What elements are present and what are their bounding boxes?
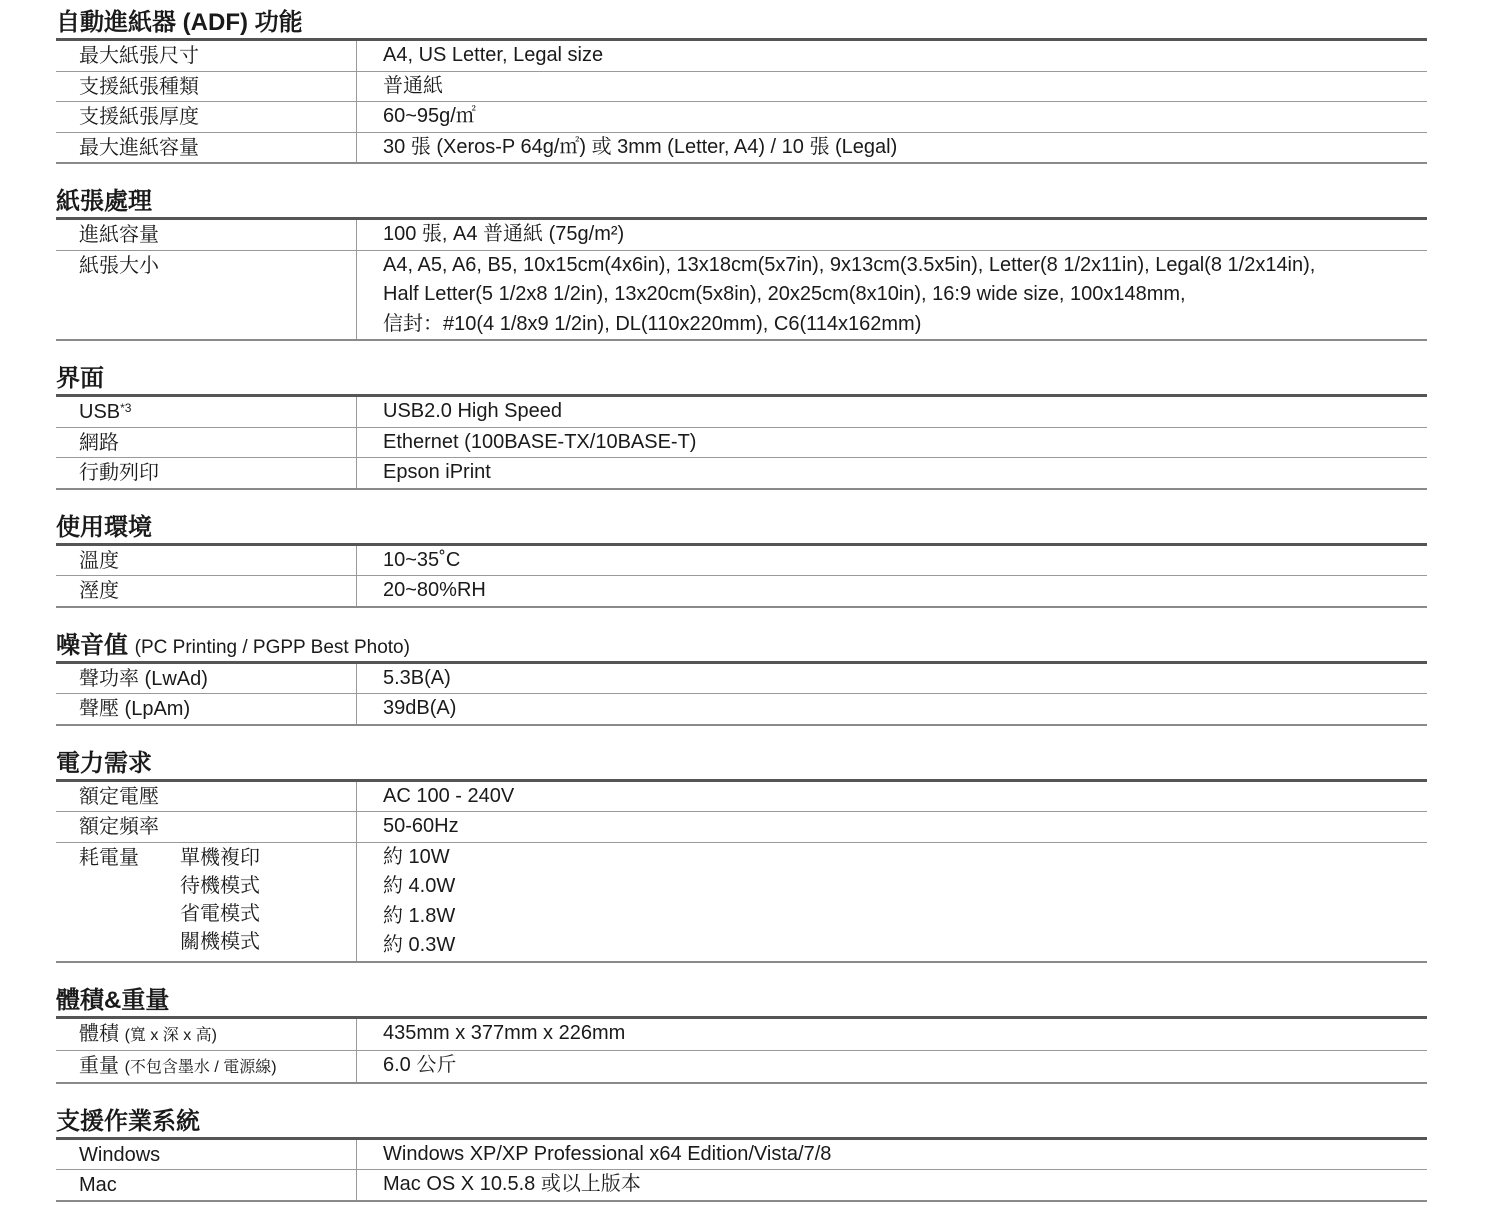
spec-label-cell <box>56 1051 357 1082</box>
spec-label-cell <box>56 812 357 842</box>
spec-table <box>56 1137 1427 1202</box>
spec-value: Ethernet (100BASE-TX/10BASE-T) <box>383 430 697 453</box>
spec-table <box>56 38 1427 164</box>
spec-label-cell <box>56 102 357 132</box>
spec-value-cell <box>357 546 1427 576</box>
spec-row <box>56 664 1427 695</box>
spec-label-cell <box>56 1170 357 1200</box>
spec-row <box>56 102 1427 133</box>
spec-label-wrap <box>79 577 119 606</box>
spec-value-cell <box>357 102 1427 132</box>
spec-section <box>56 6 1427 164</box>
spec-value-cell <box>357 1051 1427 1082</box>
spec-section <box>56 747 1427 963</box>
spec-value-cell <box>357 428 1427 458</box>
spec-label-wrap <box>79 1141 160 1170</box>
spec-value: 信封：#10(4 1/8x9 1/2in), DL(110x220mm), C6(114x162mm) <box>383 312 922 335</box>
spec-sublabel: 待機模式 <box>180 874 260 897</box>
spec-value-cell <box>357 1170 1427 1200</box>
spec-label: 紙張大小 <box>79 254 159 277</box>
spec-sublabels <box>180 844 260 961</box>
spec-section <box>56 984 1427 1084</box>
spec-value-cell <box>357 41 1427 71</box>
spec-label-cell <box>56 1140 357 1170</box>
spec-label-cell <box>56 1019 357 1050</box>
spec-row <box>56 1051 1427 1084</box>
spec-value: 普通紙 <box>383 74 443 97</box>
spec-label: 溼度 <box>79 580 119 602</box>
spec-label-cell <box>56 576 357 606</box>
spec-label: USB <box>79 401 121 423</box>
spec-label: 網路 <box>79 431 119 454</box>
spec-row <box>56 546 1427 577</box>
spec-label-wrap <box>79 221 159 250</box>
spec-label: 耗電量 <box>79 846 139 869</box>
spec-value: Half Letter(5 1/2x8 1/2in), 13x20cm(5x8in), 20x25cm(8x10in), 16:9 wide size, 100x148mm, <box>383 283 1186 305</box>
section-heading <box>56 747 1427 779</box>
spec-label-cell <box>56 782 357 812</box>
spec-table <box>56 661 1427 726</box>
spec-label-wrap <box>79 1171 117 1200</box>
spec-value: 5.3B(A) <box>383 666 451 689</box>
spec-sublabel: 省電模式 <box>180 902 260 925</box>
spec-label-wrap <box>79 252 159 340</box>
spec-value: 6.0 公斤 <box>383 1053 457 1076</box>
spec-value-cell <box>357 397 1427 427</box>
spec-value-cell <box>357 782 1427 812</box>
spec-label-cell <box>56 546 357 576</box>
section-heading <box>56 629 1427 661</box>
spec-value: 10~35˚C <box>383 548 461 571</box>
spec-sublabel: 單機複印 <box>180 846 260 869</box>
spec-table <box>56 394 1427 490</box>
spec-value: 50-60Hz <box>383 815 459 837</box>
section-heading <box>56 185 1427 217</box>
spec-table <box>56 543 1427 608</box>
section-title: 噪音值 <box>56 631 128 659</box>
spec-value-cell <box>357 1140 1427 1170</box>
spec-value: Windows XP/XP Professional x64 Edition/Vista/7/8 <box>383 1142 832 1165</box>
section-title: 體積&重量 <box>56 986 170 1014</box>
spec-section <box>56 1105 1427 1202</box>
section-title: 支援作業系統 <box>56 1107 200 1135</box>
spec-label-note: (不包含墨水 / 電源線) <box>124 1058 277 1076</box>
spec-value: 60~95g/㎡ <box>383 105 476 127</box>
spec-label-wrap <box>79 398 131 427</box>
spec-label-wrap <box>79 783 159 812</box>
spec-label: 支援紙張種類 <box>79 75 199 98</box>
spec-value-cell <box>357 664 1427 694</box>
section-title: 使用環境 <box>56 513 152 541</box>
spec-label-note: (寬 x 深 x 高) <box>124 1026 218 1044</box>
spec-label-cell <box>56 220 357 250</box>
spec-row <box>56 428 1427 459</box>
spec-value-cell <box>357 458 1427 488</box>
spec-label: Mac <box>79 1174 117 1196</box>
spec-row <box>56 812 1427 843</box>
spec-row <box>56 782 1427 813</box>
section-heading <box>56 1105 1427 1137</box>
spec-label-cell <box>56 428 357 458</box>
spec-value-cell <box>357 133 1427 163</box>
spec-value: 20~80%RH <box>383 579 486 601</box>
section-heading <box>56 362 1427 394</box>
footnote-mark: *3 <box>120 401 132 415</box>
spec-label: 聲壓 (LpAm) <box>79 698 191 720</box>
spec-value: A4, US Letter, Legal size <box>383 44 604 66</box>
spec-label-cell <box>56 133 357 163</box>
section-title: 紙張處理 <box>56 188 152 215</box>
spec-section <box>56 511 1427 608</box>
spec-value: 30 張 (Xeros-P 64g/㎡) 或 3mm (Letter, A4) / 10 張 (Legal) <box>383 135 898 158</box>
spec-label: 體積 <box>79 1022 119 1045</box>
spec-label: 額定電壓 <box>79 785 159 808</box>
spec-value-cell <box>357 812 1427 842</box>
spec-table <box>56 779 1427 963</box>
spec-row <box>56 458 1427 490</box>
spec-label-wrap <box>79 547 119 576</box>
spec-row <box>56 220 1427 251</box>
spec-value: 約 10W <box>383 845 450 868</box>
spec-label-wrap <box>79 1052 277 1082</box>
spec-value-cell <box>357 576 1427 606</box>
spec-label-cell <box>56 72 357 102</box>
spec-row <box>56 72 1427 103</box>
spec-label-wrap <box>79 459 159 488</box>
section-heading <box>56 6 1427 38</box>
spec-value: A4, A5, A6, B5, 10x15cm(4x6in), 13x18cm(5x7in), 9x13cm(3.5x5in), Letter(8 1/2x11in), Legal(8 1/2x14in), <box>383 253 1316 276</box>
spec-value-cell <box>357 694 1427 724</box>
spec-label-cell <box>56 251 357 340</box>
spec-section <box>56 185 1427 341</box>
spec-label-wrap <box>79 103 199 132</box>
spec-value: Epson iPrint <box>383 461 491 483</box>
spec-label-cell <box>56 843 357 961</box>
spec-label-wrap <box>79 665 208 694</box>
spec-sheet <box>56 6 1427 1223</box>
spec-row <box>56 694 1427 726</box>
spec-label-cell <box>56 458 357 488</box>
spec-sublabel: 關機模式 <box>180 930 260 953</box>
spec-value: USB2.0 High Speed <box>383 400 563 422</box>
spec-row <box>56 1140 1427 1171</box>
spec-row <box>56 251 1427 342</box>
spec-value-cell <box>357 251 1427 340</box>
spec-value: 約 1.8W <box>383 904 456 927</box>
spec-row <box>56 1019 1427 1051</box>
section-subtitle: (PC Printing / PGPP Best Photo) <box>134 636 410 658</box>
spec-value: AC 100 - 240V <box>383 784 515 807</box>
spec-value-cell <box>357 1019 1427 1050</box>
spec-label-cell <box>56 664 357 694</box>
spec-label-wrap <box>79 73 199 102</box>
spec-label: 支援紙張厚度 <box>79 106 199 128</box>
spec-label: 最大紙張尺寸 <box>79 45 199 67</box>
spec-value: 約 0.3W <box>383 934 456 956</box>
spec-value: 39dB(A) <box>383 697 457 719</box>
spec-table <box>56 1016 1427 1084</box>
spec-label: 最大進紙容量 <box>79 136 199 159</box>
section-title: 自動進紙器 (ADF) 功能 <box>56 9 303 36</box>
spec-value: Mac OS X 10.5.8 或以上版本 <box>383 1173 641 1195</box>
spec-table <box>56 217 1427 341</box>
spec-value-cell <box>357 72 1427 102</box>
spec-section <box>56 362 1427 490</box>
spec-row <box>56 41 1427 72</box>
spec-value: 100 張, A4 普通紙 (75g/m²) <box>383 223 625 245</box>
spec-label-cell <box>56 41 357 71</box>
spec-label-wrap <box>79 695 190 724</box>
section-title: 界面 <box>56 365 104 392</box>
section-heading <box>56 984 1427 1016</box>
spec-row <box>56 1170 1427 1202</box>
spec-label: 聲功率 (LwAd) <box>79 667 208 690</box>
spec-section <box>56 629 1427 726</box>
spec-label: 重量 <box>79 1054 119 1077</box>
spec-row <box>56 133 1427 165</box>
spec-label-wrap <box>79 42 199 71</box>
spec-label-wrap <box>79 1020 217 1050</box>
spec-label-wrap <box>79 813 159 842</box>
spec-label: 額定頻率 <box>79 816 159 838</box>
spec-label-wrap <box>79 134 199 163</box>
spec-label: 溫度 <box>79 549 119 572</box>
spec-label: 行動列印 <box>79 462 159 484</box>
spec-label: 進紙容量 <box>79 224 159 246</box>
spec-label-cell <box>56 694 357 724</box>
section-title: 電力需求 <box>56 749 152 777</box>
spec-value: 435mm x 377mm x 226mm <box>383 1021 626 1044</box>
spec-label-wrap <box>79 429 119 458</box>
spec-row <box>56 843 1427 963</box>
spec-label-cell <box>56 397 357 427</box>
spec-label: Windows <box>79 1143 161 1166</box>
spec-value: 約 4.0W <box>383 875 456 897</box>
spec-value-cell <box>357 220 1427 250</box>
section-heading <box>56 511 1427 543</box>
spec-row <box>56 397 1427 428</box>
spec-value-cell <box>357 843 1427 961</box>
spec-row <box>56 576 1427 608</box>
